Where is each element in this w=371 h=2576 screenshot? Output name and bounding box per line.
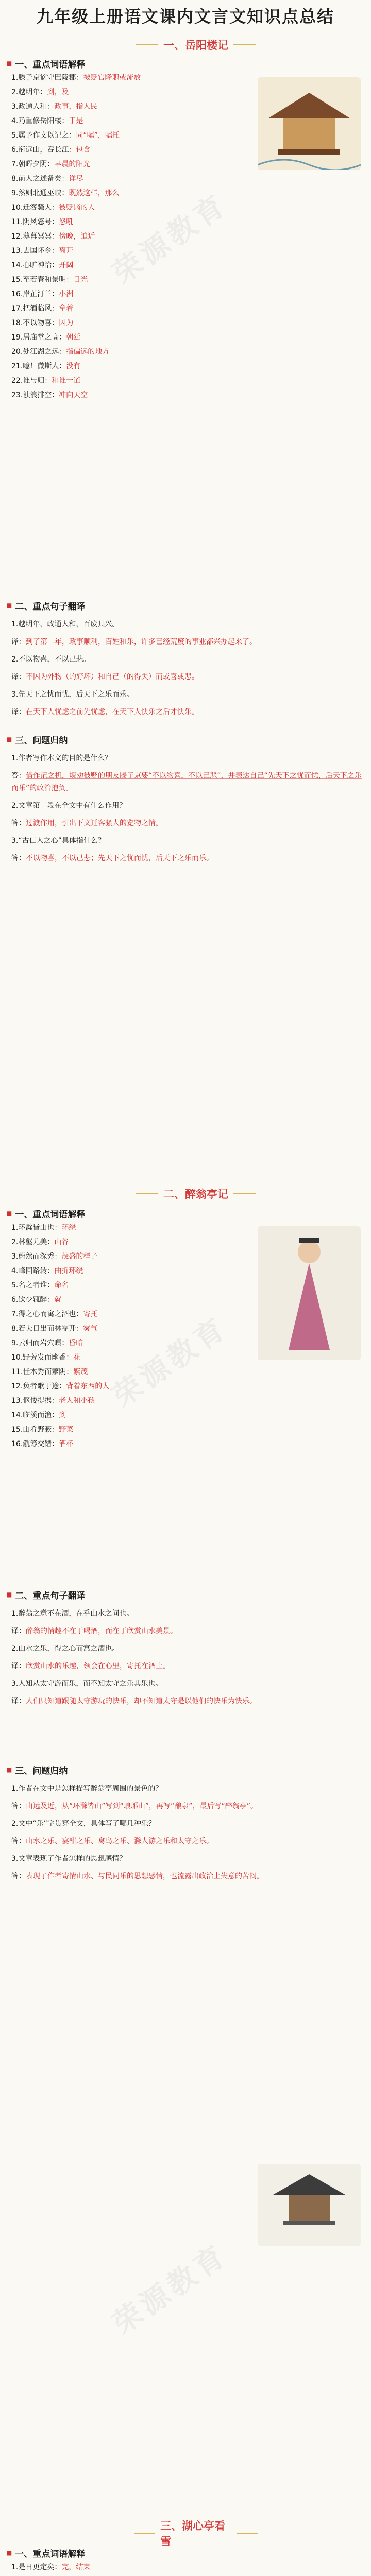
lesson-title: 三、湖心亭看雪 xyxy=(129,2524,263,2542)
word-item: 9.然则北通巫峡：既然这样，那么 xyxy=(11,189,120,197)
word-item: 22.谁与归：和谁一道 xyxy=(11,377,81,385)
word-item: 8.若夫日出而林霏开：雾气 xyxy=(11,1325,98,1333)
section-heading: ■ 三、问题归纳 xyxy=(6,1762,365,1777)
illustration-scholar xyxy=(258,1226,361,1360)
word-item: 20.处江湖之远：指偏远的地方 xyxy=(11,348,110,356)
word-item: 12.负者歌于途：背着东西的人 xyxy=(11,1382,110,1391)
para-line: 答：表现了作者寄情山水、与民同乐的思想感情，也流露出政治上失意的苦闷。 xyxy=(11,1872,264,1880)
word-item: 13.伛偻提携：老人和小孩 xyxy=(11,1397,95,1405)
word-list xyxy=(11,2562,362,2576)
section-heading: ■ 一、重点词语解释 xyxy=(6,56,365,71)
para-line: 3.先天下之忧而忧，后天下之乐而乐。 xyxy=(11,690,134,699)
qa-block xyxy=(11,1783,362,1888)
word-item: 3.政通人和：政事，指人民 xyxy=(11,103,98,111)
section-heading: ■ 二、重点句子翻译 xyxy=(6,598,365,613)
para-line: 2.不以物喜，不以己悲。 xyxy=(11,655,91,664)
word-item: 4.乃重修岳阳楼：于是 xyxy=(11,117,83,125)
page-title: 九年级上册语文课内文言文知识点总结 xyxy=(36,7,334,26)
lesson-title: 一、岳阳楼记 xyxy=(129,36,263,54)
para-line: 1.作者写作本文的目的是什么？ xyxy=(11,754,112,762)
para-line: 译：到了第二年，政事顺利，百姓和乐，许多已经荒废的事业都兴办起来了。 xyxy=(11,638,257,646)
word-item: 18.不以物喜：因为 xyxy=(11,319,74,327)
word-item: 14.心旷神怡：开阔 xyxy=(11,261,74,269)
para-line: 1.醉翁之意不在酒，在乎山水之间也。 xyxy=(11,1609,134,1618)
word-item: 16.觥筹交错：酒杯 xyxy=(11,1440,74,1448)
section-heading: ■ 一、重点词语解释 xyxy=(6,1206,365,1221)
para-line: 译：在天下人忧虑之前先忧虑，在天下人快乐之后才快乐。 xyxy=(11,708,199,716)
word-item: 10.野芳发而幽香：花 xyxy=(11,1353,81,1362)
word-item: 7.得之心而寓之酒也：寄托 xyxy=(11,1310,98,1318)
word-item: 17.把酒临风：拿着 xyxy=(11,304,74,313)
word-item: 5.属予作文以记之：同“嘱”，嘱托 xyxy=(11,131,120,140)
para-line: 1.越明年，政通人和，百废具兴。 xyxy=(11,620,120,629)
watermark-text: 荣源教育 xyxy=(107,1310,234,1414)
para-line: 译：人们只知道跟随太守游玩的快乐，却不知道太守是以他们的快乐为快乐。 xyxy=(11,1697,257,1705)
para-line: 2.文中“乐”字贯穿全文，具体写了哪几种乐？ xyxy=(11,1820,156,1828)
word-item: 2.越明年：到，及 xyxy=(11,88,69,96)
para-line: 答：山水之乐、宴酣之乐、禽鸟之乐、滁人游之乐和太守之乐。 xyxy=(11,1837,213,1845)
word-item: 15.山肴野蔌：野菜 xyxy=(11,1426,74,1434)
para-line: 3.“古仁人之心”具体指什么？ xyxy=(11,837,105,845)
word-item: 16.岸芷汀兰：小洲 xyxy=(11,290,74,298)
word-item: 11.佳木秀而繁阴：繁茂 xyxy=(11,1368,88,1376)
section-heading: ■ 三、问题归纳 xyxy=(6,732,365,747)
para-line: 答：不以物喜，不以己悲；先天下之忧而忧，后天下之乐而乐。 xyxy=(11,854,213,862)
word-item: 3.蔚然而深秀：茂盛的样子 xyxy=(11,1252,98,1261)
word-item: 14.临溪而渔：到 xyxy=(11,1411,66,1419)
para-line: 2.山水之乐，得之心而寓之酒也。 xyxy=(11,1645,120,1653)
para-line: 译：不因为外物（的好坏）和自己（的得失）而或喜或悲。 xyxy=(11,673,199,681)
watermark-text: 荣源教育 xyxy=(107,2238,234,2341)
word-item: 9.云归而岩穴暝：昏暗 xyxy=(11,1339,83,1347)
para-line: 3.文章表现了作者怎样的思想感情？ xyxy=(11,1855,127,1863)
illustration-pavilion xyxy=(258,77,361,170)
qa-block xyxy=(11,752,362,870)
para-line: 答：过渡作用，引出下文迁客骚人的览物之情。 xyxy=(11,819,163,827)
translation-block xyxy=(11,1607,362,1713)
word-item: 8.前人之述备矣：详尽 xyxy=(11,175,83,183)
word-item: 1.滕子京谪守巴陵郡：被贬官降职或流放 xyxy=(11,74,141,82)
word-item: 2.林壑尤美：山谷 xyxy=(11,1238,69,1246)
illustration-pagoda xyxy=(258,2164,361,2246)
word-item: 4.峰回路转：曲折环绕 xyxy=(11,1267,83,1275)
lesson-title: 二、醉翁亭记 xyxy=(129,1185,263,1202)
word-item: 5.名之者谁：命名 xyxy=(11,1281,69,1290)
para-line: 答：借作记之机，规劝被贬的朋友滕子京要“不以物喜，不以己悲”，并表达自己“先天下之忧而忧，后天下之乐而乐”的政治抱负。 xyxy=(11,772,362,792)
word-item: 12.薄暮冥冥：傍晚，迫近 xyxy=(11,232,95,241)
word-item: 15.至若春和景明：日光 xyxy=(11,276,88,284)
para-line: 答：由远及近，从“环滁皆山”写到“琅琊山”，再写“酿泉”，最后写“醉翁亭”。 xyxy=(11,1802,258,1810)
word-item: 7.朝晖夕阴：早晨的阳光 xyxy=(11,160,91,168)
word-item: 6.衔远山，吞长江：包含 xyxy=(11,146,91,154)
word-item: 11.阴风怒号：怒吼 xyxy=(11,218,74,226)
translation-block xyxy=(11,618,362,723)
word-list xyxy=(11,72,254,404)
word-item: 19.居庙堂之高：朝廷 xyxy=(11,333,81,342)
watermark-text: 荣源教育 xyxy=(107,187,234,291)
section-heading: ■ 二、重点句子翻译 xyxy=(6,1587,365,1602)
word-item: 6.饮少辄醉：就 xyxy=(11,1296,62,1304)
word-item: 23.浊浪排空：冲向天空 xyxy=(11,391,88,399)
word-item: 1.环滁皆山也：环绕 xyxy=(11,1224,76,1232)
para-line: 1.作者在文中是怎样描写醉翁亭周围的景色的？ xyxy=(11,1785,163,1793)
para-line: 3.人知从太守游而乐，而不知太守之乐其乐也。 xyxy=(11,1680,163,1688)
para-line: 译：醉翁的情趣不在于喝酒，而在于欣赏山水美景。 xyxy=(11,1627,177,1635)
para-line: 2.文章第二段在全文中有什么作用？ xyxy=(11,802,127,810)
section-heading: ■ 一、重点词语解释 xyxy=(6,2545,365,2561)
word-item: 21.噫！微斯人：没有 xyxy=(11,362,81,370)
word-item: 10.迁客骚人：被贬谪的人 xyxy=(11,204,95,212)
word-list xyxy=(11,1222,254,1453)
word-item: 1.是日更定矣：完，结束 xyxy=(11,2563,91,2571)
para-line: 译：欣赏山水的乐趣，领会在心里，寄托在酒上。 xyxy=(11,1662,170,1670)
word-item: 13.去国怀乡：离开 xyxy=(11,247,74,255)
